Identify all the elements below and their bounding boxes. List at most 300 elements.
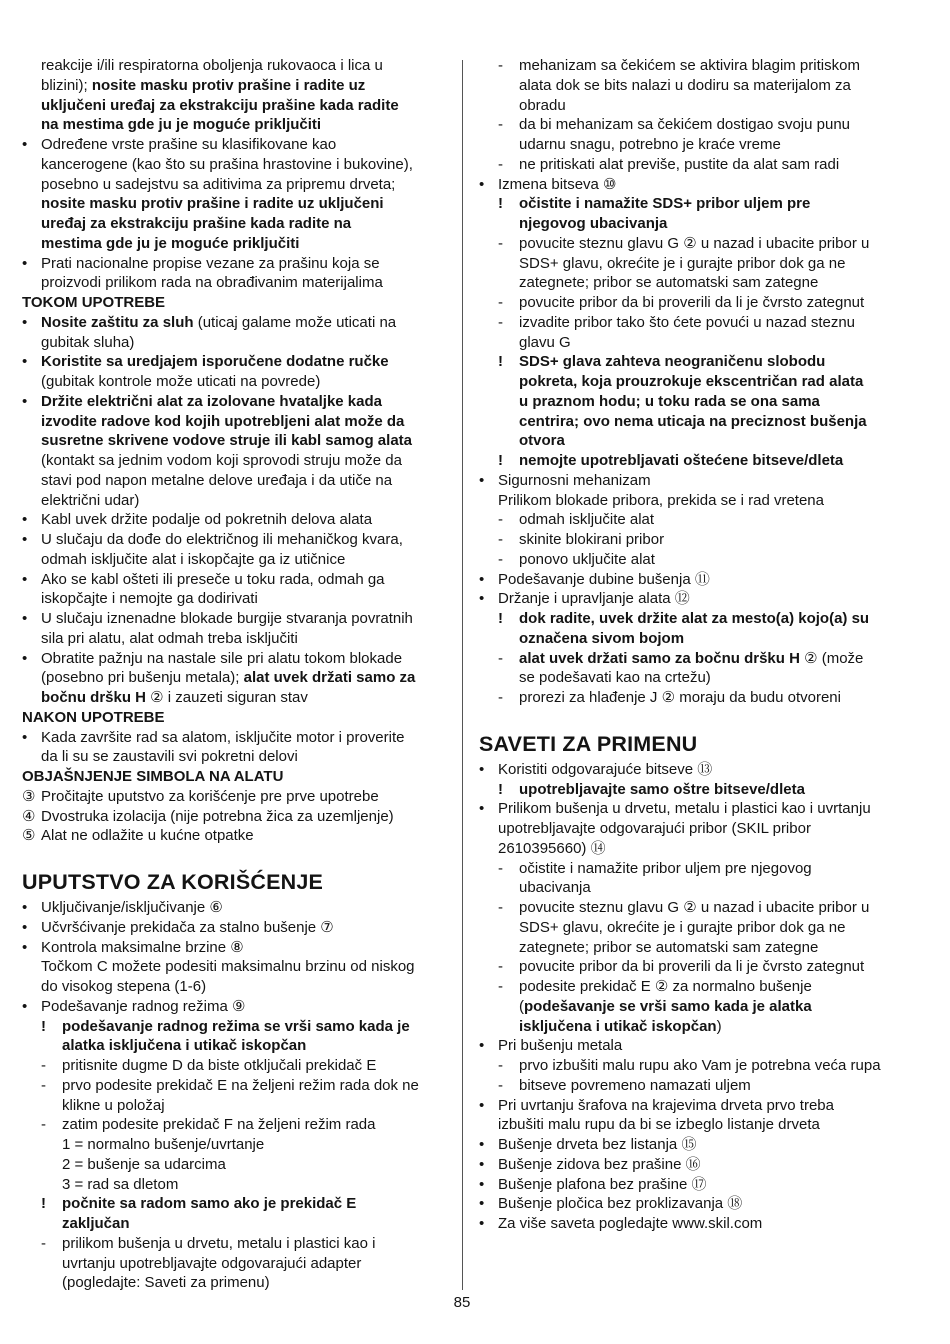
section-title [462, 728, 950, 760]
dash-item [462, 859, 950, 899]
text-segment: pritisnite dugme D da biste otključali prekidač E [62, 1057, 377, 1074]
text-segment: centrira; ovo nema uticaja na preciznost bušenja [519, 412, 867, 430]
text-line [0, 668, 462, 688]
text-segment: ponovo uključite alat [519, 550, 655, 568]
dash-marker-icon: - [41, 1116, 46, 1134]
text-line [462, 938, 950, 958]
text-line [0, 194, 462, 214]
bullet-marker-icon: • [22, 392, 28, 410]
text-segment: ② i zauzeti siguran stav [146, 689, 308, 706]
bullet-item [0, 254, 462, 294]
dash-marker-icon: - [498, 859, 503, 877]
bullet-item [462, 1135, 950, 1155]
dash-marker-icon: - [498, 57, 503, 74]
bullet-item [462, 570, 950, 590]
circled-number-marker: ④ [22, 807, 36, 825]
text-segment: Kada završite rad sa alatom, isključite motor i proverite [41, 728, 405, 746]
text-segment: zategnete; pribor se automatski sam zategne [519, 938, 819, 956]
text-segment: (kontakt sa jednim vodom koji sprovodi struju može da [41, 452, 402, 469]
text-line [0, 787, 462, 807]
text-line [462, 451, 950, 471]
bullet-item [462, 589, 950, 609]
text-line [0, 510, 462, 530]
text-segment: (pogledajte: Saveti za primenu) [62, 1274, 270, 1292]
dash-item [462, 313, 950, 353]
text-line [462, 1194, 950, 1214]
text-segment: ne pritiskati alat previše, pustite da alat sam radi [519, 155, 840, 173]
text-line [0, 570, 462, 590]
dash-item [0, 1076, 462, 1116]
dash-marker-icon: - [498, 294, 503, 311]
bullet-item [0, 352, 462, 392]
text-line [462, 155, 950, 175]
text-segment: OBJAŠNJENJE SIMBOLA NA ALATU [22, 768, 284, 785]
text-segment: izvodite radove kod kojih upotrebljeni alat može da [41, 412, 405, 430]
bullet-marker-icon: • [479, 1155, 485, 1173]
bullet-item [462, 1214, 950, 1234]
text-line [462, 471, 950, 491]
text-line [462, 819, 950, 839]
dash-marker-icon: - [41, 1076, 46, 1094]
bullet-item [0, 609, 462, 649]
text-line [462, 688, 950, 708]
bullet-item [462, 1194, 950, 1214]
text-line [0, 997, 462, 1017]
bullet-item [0, 898, 462, 918]
text-line [462, 293, 950, 313]
text-segment: Pri uvrtanju šrafova na krajevima drveta prvo treba [498, 1096, 834, 1114]
text-segment: odmah isključite alat [519, 511, 655, 529]
text-segment: ) [716, 1017, 722, 1035]
text-segment: odmah isključite alat i iskopčajte ga iz utičnice [41, 550, 346, 568]
text-line [0, 1234, 462, 1254]
dash-item [462, 510, 950, 530]
text-line [0, 1056, 462, 1076]
text-line [0, 649, 462, 669]
bullet-item [0, 510, 462, 530]
text-line [462, 254, 950, 274]
text-segment: otvora [519, 432, 565, 450]
text-line [462, 1036, 950, 1056]
text-line [462, 194, 950, 214]
bullet-marker-icon: • [22, 610, 28, 627]
text-segment: isključena i utikač iskopčan [519, 1017, 717, 1035]
text-segment: ubacivanja [519, 879, 591, 897]
excl-item [462, 352, 950, 451]
text-line [462, 530, 950, 550]
text-segment: U slučaju iznenadne blokade burgije stvaranja povratnih [41, 610, 413, 627]
text-line [0, 1155, 462, 1175]
dash-marker-icon: - [498, 978, 503, 995]
dash-marker-icon: - [498, 313, 503, 331]
text-segment: Prilikom bušenja u drvetu, metalu i plastici kao i uvrtanju [498, 800, 871, 818]
bullet-marker-icon: • [22, 511, 28, 529]
text-segment: Bušenje drveta bez listanja ⑮ [498, 1136, 697, 1153]
text-segment: (uticaj galame može uticati na [193, 313, 397, 331]
text-segment: 2610395660) ⑭ [498, 839, 606, 857]
text-line [0, 807, 462, 827]
text-line [0, 471, 462, 491]
text-line [0, 412, 462, 432]
text-segment: označena sivom bojom [519, 629, 685, 647]
dash-marker-icon: - [498, 1076, 503, 1094]
text-line [0, 826, 462, 846]
text-line [0, 96, 462, 116]
text-segment: Sigurnosni mehanizam [498, 471, 651, 489]
text-segment: zategnete; pribor se automatski sam zategne [519, 274, 819, 292]
bullet-marker-icon: • [479, 760, 485, 778]
dash-item [462, 530, 950, 550]
bullet-item [462, 1036, 950, 1056]
text-line [462, 412, 950, 432]
text-line [462, 392, 950, 412]
text-line [462, 175, 950, 195]
text-line [0, 688, 462, 708]
text-segment: Bušenje zidova bez prašine ⑯ [498, 1155, 701, 1173]
text-line [462, 510, 950, 530]
text-line [462, 1175, 950, 1195]
text-line [0, 918, 462, 938]
text-segment: mehanizam sa čekićem se aktivira blagim pritiskom [519, 57, 860, 74]
bullet-item [0, 530, 462, 570]
text-segment: prvo izbušiti malu rupu ako Vam je potrebna veća rupa [519, 1057, 881, 1074]
dash-item [462, 293, 950, 313]
text-line [462, 957, 950, 977]
text-segment: Pročitajte uputstvo za korišćenje pre prve upotrebe [41, 787, 379, 805]
right-column [462, 56, 950, 1234]
text-segment: 3 = rad sa dletom [62, 1175, 179, 1193]
bullet-marker-icon: • [22, 899, 28, 916]
text-segment: sila pri alatu, alat odmah treba isključiti [41, 629, 298, 647]
dash-marker-icon: - [498, 234, 503, 252]
bullet-marker-icon: • [22, 254, 28, 272]
text-line [0, 1115, 462, 1135]
bullet-item [0, 918, 462, 938]
text-segment: alatka isključena i utikač iskopčan [62, 1037, 307, 1055]
text-line [462, 1155, 950, 1175]
bullet-item [0, 997, 462, 1017]
bullet-marker-icon: • [22, 938, 28, 956]
text-line [0, 431, 462, 451]
text-line [462, 491, 950, 511]
text-segment: alat uvek držati samo za bočnu dršku H [519, 649, 800, 667]
dash-marker-icon: - [498, 531, 503, 548]
text-segment: proizvodi prilikom rada na obrađivanim materijalima [41, 274, 383, 292]
text-segment: pokreta, koja prouzrokuje ekscentričan rad alata [519, 373, 864, 390]
text-line [0, 1096, 462, 1116]
text-line [0, 56, 462, 76]
dash-item [462, 56, 950, 115]
text-segment: Kontrola maksimalne brzine ⑧ [41, 938, 244, 956]
excl-item [0, 1017, 462, 1057]
text-line [462, 372, 950, 392]
text-segment: Koristite sa uredjajem isporučene dodatne ručke [41, 353, 389, 371]
excl-marker-icon: ! [498, 452, 503, 469]
excl-item [462, 609, 950, 649]
text-line [0, 898, 462, 918]
plain-item [0, 56, 462, 135]
text-line [462, 550, 950, 570]
text-line [0, 530, 462, 550]
text-line [462, 76, 950, 96]
dash-item [462, 649, 950, 689]
text-line [0, 1135, 462, 1155]
bullet-marker-icon: • [22, 136, 28, 153]
bullet-marker-icon: • [22, 570, 28, 588]
text-line [462, 977, 950, 997]
text-line [0, 293, 462, 313]
text-line [462, 96, 950, 116]
dash-item [462, 898, 950, 957]
text-segment: Obratite pažnju na nastale sile pri alatu tokom blokade [41, 649, 403, 667]
text-line [0, 1175, 462, 1195]
text-segment: alat uvek držati samo za [243, 669, 416, 687]
text-segment: dok radite, uvek držite alat za mesto(a) kojo(a) su [519, 610, 870, 627]
text-line [462, 1135, 950, 1155]
bullet-marker-icon: • [479, 590, 485, 608]
bullet-item [462, 760, 950, 780]
text-segment: očistite i namažite SDS+ pribor uljem pre [519, 195, 811, 213]
text-line [0, 254, 462, 274]
bullet-marker-icon: • [22, 728, 28, 746]
bullet-marker-icon: • [479, 175, 485, 193]
text-line [0, 728, 462, 748]
text-segment: na mestima gde ju je moguće priključiti [41, 116, 322, 134]
bullet-item [462, 175, 950, 195]
text-segment: Podešavanje dubine bušenja ⑪ [498, 570, 710, 588]
text-line [462, 859, 950, 879]
text-segment: povucite pribor da bi proverili da li je čvrsto zategnut [519, 294, 865, 311]
text-line [462, 839, 950, 859]
bullet-item [462, 1096, 950, 1136]
text-segment: zatim podesite prekidač F na željeni režim rada [62, 1116, 376, 1134]
text-segment: da li su se zaustavili svi pokretni delovi [41, 748, 298, 766]
excl-item [462, 194, 950, 234]
dash-marker-icon: - [498, 116, 503, 134]
text-segment: Uključivanje/isključivanje ⑥ [41, 899, 223, 916]
text-line [462, 918, 950, 938]
text-segment: uključeni uređaj za ekstrakciju prašine kada radite [41, 96, 399, 114]
excl-marker-icon: ! [41, 1017, 46, 1035]
bullet-marker-icon: • [479, 1096, 485, 1114]
text-segment: (posebno pri bušenju metala); [41, 669, 244, 687]
text-segment: Držite električni alat za izolovane hvataljke kada [41, 392, 382, 410]
bullet-item [462, 1175, 950, 1195]
text-line [0, 1214, 462, 1234]
text-line [462, 313, 950, 333]
text-segment: Nosite zaštitu za sluh [41, 313, 194, 331]
text-segment: skinite blokirani pribor [519, 531, 665, 548]
text-segment: povucite steznu glavu G ② u nazad i ubacite pribor u [519, 234, 870, 252]
bullet-marker-icon: • [479, 1195, 485, 1213]
bullet-marker-icon: • [22, 649, 28, 667]
subheading [0, 708, 462, 728]
text-line [462, 352, 950, 372]
bullet-marker-icon: • [479, 1136, 485, 1153]
text-segment: Izmena bitseva ⑩ [498, 175, 617, 193]
dash-item [462, 1056, 950, 1076]
dash-item [0, 1115, 462, 1194]
bullet-marker-icon: • [22, 313, 28, 331]
text-segment: uvrtanju upotrebljavajte odgovarajući adapter [62, 1254, 362, 1272]
bullet-item [0, 392, 462, 511]
text-line [462, 135, 950, 155]
excl-item [462, 780, 950, 800]
text-segment: izbušiti malu rupu da bi se izbeglo listanje drveta [498, 1116, 820, 1134]
bullet-item [0, 938, 462, 997]
text-segment: upotrebljavajte odgovarajući pribor (SKIL pribor [498, 820, 811, 837]
text-line [462, 760, 950, 780]
text-line [462, 799, 950, 819]
text-line [0, 76, 462, 96]
text-segment: Bušenje pločica bez proklizavanja ⑱ [498, 1195, 743, 1213]
dash-marker-icon: - [498, 689, 503, 706]
text-line [462, 56, 950, 76]
text-segment: prvo podesite prekidač E na željeni režim rada dok ne [62, 1076, 419, 1094]
text-segment: da bi mehanizam sa čekićem dostigao svoju punu [519, 116, 851, 134]
bullet-marker-icon: • [479, 1037, 485, 1055]
dash-marker-icon: - [498, 511, 503, 529]
text-line [462, 570, 950, 590]
text-line [462, 609, 950, 629]
text-segment: SDS+ glava zahteva neograničenu slobodu [519, 353, 826, 371]
text-segment: upotrebljavajte samo oštre bitseve/dleta [519, 780, 805, 798]
text-line [462, 1115, 950, 1135]
text-line [462, 629, 950, 649]
bullet-item [462, 471, 950, 511]
text-segment: Učvršćivanje prekidača za stalno bušenje ⑦ [41, 918, 334, 936]
text-segment: nemojte upotrebljavati oštećene bitseve/dleta [519, 452, 844, 469]
text-segment: Određene vrste prašine su klasifikovane kao [41, 136, 337, 153]
text-segment: Za više saveta pogledajte www.skil.com [498, 1215, 763, 1232]
text-line [462, 431, 950, 451]
text-line [462, 333, 950, 353]
text-line [0, 1254, 462, 1274]
dash-marker-icon: - [498, 899, 503, 916]
text-segment: alata dok se bits nalazi u dodiru sa materijalom za [519, 76, 851, 94]
text-segment: (gubitak kontrole može uticati na povrede) [41, 373, 321, 390]
text-line [0, 1017, 462, 1037]
text-line [0, 1194, 462, 1214]
text-line [462, 1076, 950, 1096]
page-number: 85 [453, 1294, 471, 1311]
text-segment: počnite sa radom samo ako je prekidač E [62, 1195, 357, 1213]
num-item [0, 826, 462, 846]
dash-item [462, 155, 950, 175]
dash-marker-icon: - [41, 1234, 46, 1252]
text-line [0, 372, 462, 392]
text-segment: NAKON UPOTREBE [22, 708, 165, 726]
subheading [0, 767, 462, 787]
text-line [0, 273, 462, 293]
text-segment: Držanje i upravljanje alata ⑫ [498, 590, 690, 608]
bullet-marker-icon: • [479, 800, 485, 818]
text-line [0, 313, 462, 333]
text-segment: povucite steznu glavu G ② u nazad i ubacite pribor u [519, 899, 870, 916]
text-segment: TOKOM UPOTREBE [22, 294, 166, 311]
text-line [462, 1056, 950, 1076]
bullet-item [462, 1155, 950, 1175]
text-line [462, 1096, 950, 1116]
excl-marker-icon: ! [498, 353, 503, 371]
bullet-marker-icon: • [479, 570, 485, 588]
text-segment: električni udar) [41, 491, 140, 509]
excl-marker-icon: ! [498, 780, 503, 798]
text-segment: SDS+ glavu, okrećite je i gurajte pribor dok ga ne [519, 254, 846, 272]
text-segment: Alat ne odlažite u kućne otpatke [41, 827, 254, 845]
text-line [0, 155, 462, 175]
text-segment: Prati nacionalne propise vezane za prašinu koja se [41, 254, 380, 272]
bullet-marker-icon: • [479, 1215, 485, 1232]
excl-marker-icon: ! [41, 1195, 46, 1213]
text-line [0, 747, 462, 767]
dash-marker-icon: - [498, 1057, 503, 1074]
text-segment: njegovog ubacivanja [519, 215, 668, 232]
bullet-item [0, 313, 462, 353]
dash-item [0, 1056, 462, 1076]
text-segment: Točkom C možete podesiti maksimalnu brzinu od niskog [41, 958, 415, 976]
text-line [0, 977, 462, 997]
text-line [462, 1214, 950, 1234]
text-segment: Dvostruka izolacija (nije potrebna žica za uzemljenje) [41, 807, 394, 825]
text-line [462, 997, 950, 1017]
text-segment: nosite masku protiv prašine i radite uz uključeni [41, 195, 384, 213]
text-segment: gubitak sluha) [41, 333, 135, 351]
text-line [0, 115, 462, 135]
text-segment: susretne skrivene vodove struje ili kabl samog alata [41, 432, 412, 450]
text-line [0, 175, 462, 195]
text-segment: SDS+ glavu, okrećite je i gurajte pribor dok ga ne [519, 918, 846, 936]
excl-item [462, 451, 950, 471]
text-line [462, 668, 950, 688]
dash-item [462, 977, 950, 1036]
text-line [0, 957, 462, 977]
text-line [0, 234, 462, 254]
dash-marker-icon: - [498, 958, 503, 976]
bullet-marker-icon: • [479, 471, 485, 489]
text-line [0, 589, 462, 609]
text-segment: Bušenje plafona bez prašine ⑰ [498, 1175, 707, 1193]
text-line [462, 214, 950, 234]
circled-number-marker: ③ [22, 787, 36, 805]
text-line [462, 878, 950, 898]
text-line [0, 629, 462, 649]
bullet-item [0, 570, 462, 610]
dash-item [462, 688, 950, 708]
dash-marker-icon: - [498, 155, 503, 173]
dash-item [462, 234, 950, 293]
bullet-marker-icon: • [22, 918, 28, 936]
text-segment: izvadite pribor tako što ćete povući u nazad steznu [519, 313, 856, 331]
text-line [0, 609, 462, 629]
text-segment: reakcije i/ili respiratorna oboljenja rukovaoca i lica u [41, 57, 383, 74]
text-segment: prorezi za hlađenje J ② moraju da budu otvoreni [519, 689, 841, 706]
text-line [0, 708, 462, 728]
bullet-marker-icon: • [22, 353, 28, 371]
text-line [462, 780, 950, 800]
bullet-item [0, 728, 462, 768]
text-segment: udarnu snagu, potrebno je kraće vreme [519, 136, 781, 153]
excl-marker-icon: ! [498, 195, 503, 213]
text-segment: iskopčajte i nemojte ga dodirivati [41, 590, 258, 608]
text-segment: blizini); [41, 76, 92, 94]
text-segment: Kabl uvek držite podalje od pokretnih delova alata [41, 511, 373, 529]
text-line [0, 333, 462, 353]
excl-marker-icon: ! [498, 610, 503, 627]
text-segment: posebno u sadejstvu sa aditivima za pripremu drveta; [41, 175, 396, 193]
text-segment: U slučaju da dođe do električnog ili mehaničkog kvara, [41, 531, 403, 548]
text-line [462, 649, 950, 669]
